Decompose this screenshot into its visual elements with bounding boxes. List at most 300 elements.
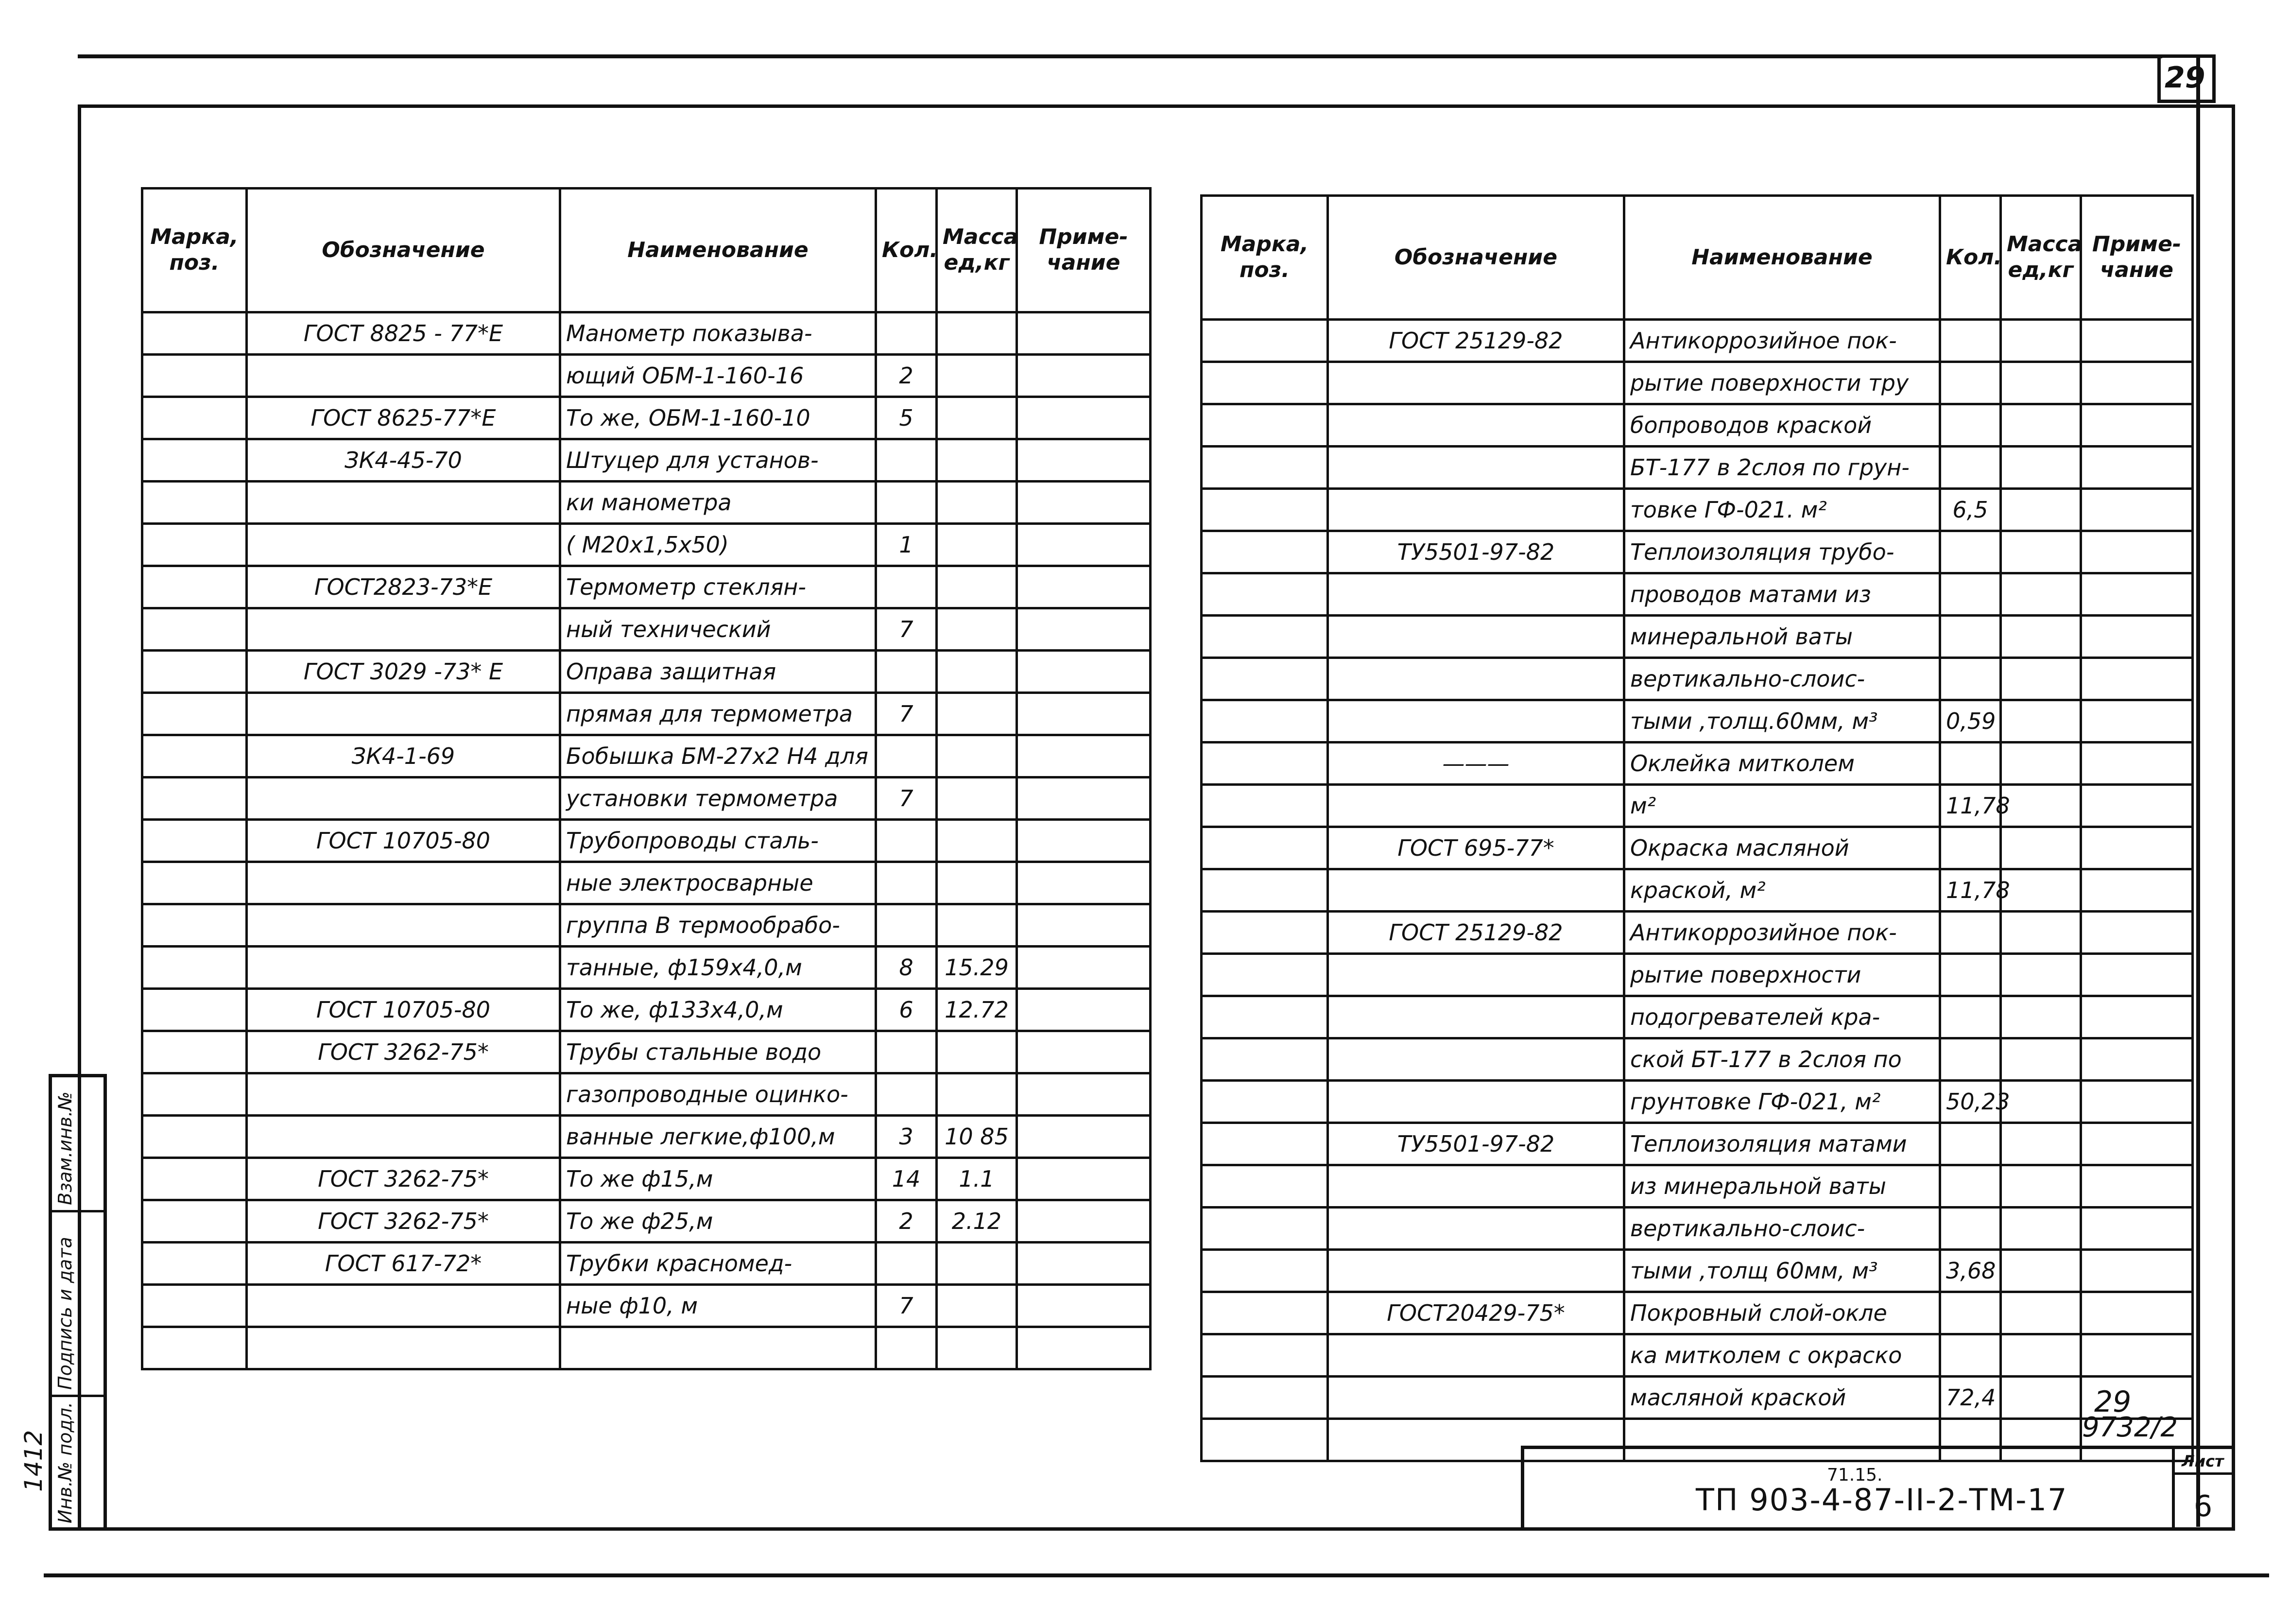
table-row [1202, 785, 2193, 827]
note-cell [1017, 1327, 1151, 1369]
table-row [142, 566, 1151, 608]
mass-cell [2001, 1208, 2081, 1250]
mass-cell [937, 608, 1017, 651]
designation-cell [247, 608, 560, 651]
designation-cell [1328, 954, 1624, 996]
mark-cell [142, 355, 247, 397]
mark-cell [1202, 869, 1328, 912]
name-cell: из минеральной ваты [1624, 1165, 1940, 1208]
mass-cell [937, 820, 1017, 862]
mass-cell [937, 1285, 1017, 1327]
mark-cell [142, 1073, 247, 1116]
table-row [142, 820, 1151, 862]
mark-cell [142, 1116, 247, 1158]
qty-cell [1940, 743, 2001, 785]
top-border-line [78, 54, 2162, 58]
qty-cell [1940, 447, 2001, 489]
side-stamp-divider [78, 1074, 80, 1531]
name-cell: Оправа защитная [560, 651, 876, 693]
table-row [1202, 362, 2193, 404]
qty-cell [1940, 573, 2001, 616]
designation-cell [247, 1327, 560, 1369]
name-cell: подогревателей кра- [1624, 996, 1940, 1038]
designation-cell [1328, 785, 1624, 827]
note-cell [1017, 608, 1151, 651]
table-row [1202, 573, 2193, 616]
mark-cell [142, 608, 247, 651]
designation-cell [247, 482, 560, 524]
designation-cell [247, 777, 560, 820]
header-mass: Масса ед,кг [2001, 196, 2081, 320]
table-row [142, 608, 1151, 651]
table-row [142, 1200, 1151, 1243]
mass-cell [2001, 700, 2081, 743]
qty-cell [1940, 1038, 2001, 1081]
table-row [1202, 1334, 2193, 1377]
header-qty: Кол. [876, 189, 937, 312]
designation-cell [1328, 362, 1624, 404]
mass-cell [2001, 1038, 2081, 1081]
mark-cell [1202, 700, 1328, 743]
mark-cell [142, 1285, 247, 1327]
table-row [1202, 912, 2193, 954]
note-cell [2081, 954, 2193, 996]
mark-cell [1202, 1292, 1328, 1334]
mass-cell [2001, 1334, 2081, 1377]
right-table-header [1202, 196, 2193, 320]
mark-cell [142, 1031, 247, 1073]
qty-cell: 7 [876, 608, 937, 651]
table-row [142, 524, 1151, 566]
note-cell [1017, 566, 1151, 608]
mass-cell [2001, 1292, 2081, 1334]
note-cell [1017, 1073, 1151, 1116]
designation-cell: ГОСТ 10705-80 [247, 989, 560, 1031]
mark-cell [142, 735, 247, 777]
qty-cell: 11,78 [1940, 869, 2001, 912]
mark-cell [1202, 616, 1328, 658]
name-cell [560, 1327, 876, 1369]
note-cell [1017, 1285, 1151, 1327]
mark-cell [1202, 362, 1328, 404]
note-cell [2081, 1165, 2193, 1208]
qty-cell [1940, 658, 2001, 700]
name-cell: товке ГФ-021. м² [1624, 489, 1940, 531]
name-cell: ющий ОБМ-1-160-16 [560, 355, 876, 397]
designation-cell [1328, 996, 1624, 1038]
mass-cell [2001, 489, 2081, 531]
note-cell [2081, 531, 2193, 573]
mark-cell [1202, 827, 1328, 869]
mass-cell [2001, 658, 2081, 700]
name-cell: Оклейка митколем [1624, 743, 1940, 785]
note-cell [2081, 404, 2193, 447]
designation-cell: ЗК4-45-70 [247, 439, 560, 482]
name-cell: Термометр стеклян- [560, 566, 876, 608]
name-cell: То же, ф133х4,0,м [560, 989, 876, 1031]
table-row [1202, 531, 2193, 573]
table-row [142, 735, 1151, 777]
mark-cell [142, 524, 247, 566]
note-cell [1017, 693, 1151, 735]
mass-cell [937, 693, 1017, 735]
mass-cell [2001, 954, 2081, 996]
list-number: 6 [2194, 1489, 2213, 1523]
name-cell: То же ф15,м [560, 1158, 876, 1200]
mark-cell [1202, 573, 1328, 616]
designation-cell [1328, 573, 1624, 616]
header-qty: Кол. [1940, 196, 2001, 320]
designation-cell [1328, 700, 1624, 743]
mass-cell [937, 482, 1017, 524]
qty-cell: 8 [876, 947, 937, 989]
designation-cell [247, 355, 560, 397]
note-cell [1017, 1243, 1151, 1285]
table-row [1202, 954, 2193, 996]
name-cell: ки манометра [560, 482, 876, 524]
name-cell: Трубопроводы сталь- [560, 820, 876, 862]
side-label-replacement: Взам.инв.№ [54, 1091, 76, 1205]
designation-cell [1328, 658, 1624, 700]
designation-cell: ГОСТ 3262-75* [247, 1031, 560, 1073]
note-cell [2081, 1123, 2193, 1165]
note-cell [2081, 489, 2193, 531]
table-row [1202, 1208, 2193, 1250]
table-row [1202, 743, 2193, 785]
name-cell: Трубки красномед- [560, 1243, 876, 1285]
table-row [1202, 1292, 2193, 1334]
mark-cell [1202, 1208, 1328, 1250]
table-row [142, 862, 1151, 904]
note-cell [2081, 1250, 2193, 1292]
designation-cell: ТУ5501-97-82 [1328, 1123, 1624, 1165]
doc-code: ТП 903-4-87-II-2-ТМ-17 [1696, 1482, 2068, 1518]
mass-cell [2001, 1123, 2081, 1165]
mass-cell [2001, 1377, 2081, 1419]
table-row [142, 312, 1151, 355]
table-row [142, 651, 1151, 693]
mark-cell [142, 862, 247, 904]
mass-cell: 12.72 [937, 989, 1017, 1031]
name-cell: БТ-177 в 2слоя по грун- [1624, 447, 1940, 489]
name-cell: ванные легкие,ф100,м [560, 1116, 876, 1158]
table-row [142, 1116, 1151, 1158]
mass-cell [2001, 320, 2081, 362]
mark-cell [142, 397, 247, 439]
designation-cell: ГОСТ20429-75* [1328, 1292, 1624, 1334]
designation-cell [1328, 869, 1624, 912]
stamp-left-number: 1412 [19, 1430, 48, 1492]
mass-cell [2001, 531, 2081, 573]
name-cell: танные, ф159х4,0,м [560, 947, 876, 989]
mass-cell [937, 355, 1017, 397]
table-row [142, 947, 1151, 989]
table-row [1202, 1081, 2193, 1123]
bottom-border-line [44, 1573, 2269, 1577]
name-cell: Теплоизоляция трубо- [1624, 531, 1940, 573]
name-cell: То же, ОБМ-1-160-10 [560, 397, 876, 439]
qty-cell: 6 [876, 989, 937, 1031]
note-cell [1017, 524, 1151, 566]
mark-cell [142, 1243, 247, 1285]
name-cell: ный технический [560, 608, 876, 651]
qty-cell: 6,5 [1940, 489, 2001, 531]
name-cell: вертикально-слоис- [1624, 658, 1940, 700]
designation-cell [1328, 1250, 1624, 1292]
mass-cell [2001, 1081, 2081, 1123]
note-cell [1017, 1031, 1151, 1073]
designation-cell [247, 947, 560, 989]
table-row [1202, 996, 2193, 1038]
qty-cell: 3,68 [1940, 1250, 2001, 1292]
designation-cell [1328, 404, 1624, 447]
mass-cell [2001, 1165, 2081, 1208]
name-cell: Теплоизоляция матами [1624, 1123, 1940, 1165]
mass-cell [2001, 447, 2081, 489]
mass-cell [2001, 362, 2081, 404]
table-row [142, 1158, 1151, 1200]
mark-cell [142, 777, 247, 820]
note-cell [2081, 362, 2193, 404]
mass-cell [2001, 616, 2081, 658]
corner-sheet-number: 29 [2165, 61, 2205, 95]
note-cell [1017, 651, 1151, 693]
table-row [1202, 489, 2193, 531]
name-cell: Штуцер для установ- [560, 439, 876, 482]
mark-cell [142, 566, 247, 608]
note-cell [2081, 785, 2193, 827]
mass-cell [937, 904, 1017, 947]
qty-cell [876, 862, 937, 904]
table-row [1202, 616, 2193, 658]
side-label-signature: Подпись и дата [54, 1237, 76, 1390]
header-name: Наименование [560, 189, 876, 312]
qty-cell: 1 [876, 524, 937, 566]
table-row [1202, 700, 2193, 743]
designation-cell [247, 524, 560, 566]
name-cell: ка митколем с окраско [1624, 1334, 1940, 1377]
mark-cell [1202, 1123, 1328, 1165]
name-cell: Антикоррозийное пок- [1624, 912, 1940, 954]
qty-cell [1940, 954, 2001, 996]
mark-cell [1202, 404, 1328, 447]
note-cell [2081, 869, 2193, 912]
note-cell [2081, 1292, 2193, 1334]
table-row [1202, 658, 2193, 700]
note-cell [1017, 1158, 1151, 1200]
mark-cell [1202, 912, 1328, 954]
table-row [142, 355, 1151, 397]
mark-cell [142, 439, 247, 482]
mass-cell [2001, 573, 2081, 616]
note-cell [2081, 658, 2193, 700]
title-block-divider [2172, 1472, 2235, 1475]
mass-cell [937, 312, 1017, 355]
mark-cell [142, 904, 247, 947]
mark-cell [1202, 531, 1328, 573]
mark-cell [1202, 785, 1328, 827]
header-mark: Марка, поз. [1202, 196, 1328, 320]
mark-cell [142, 1158, 247, 1200]
mass-cell [937, 1031, 1017, 1073]
mark-cell [1202, 1165, 1328, 1208]
qty-cell [1940, 1165, 2001, 1208]
table-row [142, 1327, 1151, 1369]
designation-cell [1328, 1081, 1624, 1123]
mass-cell [937, 1073, 1017, 1116]
table-row [142, 989, 1151, 1031]
designation-cell [1328, 1334, 1624, 1377]
name-cell: минеральной ваты [1624, 616, 1940, 658]
note-cell [1017, 862, 1151, 904]
note-cell [1017, 482, 1151, 524]
designation-cell [1328, 489, 1624, 531]
qty-cell [1940, 320, 2001, 362]
designation-cell: ГОСТ 25129-82 [1328, 320, 1624, 362]
qty-cell [876, 1073, 937, 1116]
qty-cell [1940, 996, 2001, 1038]
name-cell: ные электросварные [560, 862, 876, 904]
qty-cell [1940, 1334, 2001, 1377]
designation-cell [1328, 1377, 1624, 1419]
table-row [1202, 1165, 2193, 1208]
qty-cell [1940, 827, 2001, 869]
mass-cell [2001, 912, 2081, 954]
note-cell [2081, 573, 2193, 616]
table-row [142, 693, 1151, 735]
note-cell [1017, 947, 1151, 989]
name-cell: ( М20х1,5х50) [560, 524, 876, 566]
mark-cell [1202, 447, 1328, 489]
designation-cell [247, 1285, 560, 1327]
note-cell [2081, 447, 2193, 489]
name-cell: м² [1624, 785, 1940, 827]
mark-cell [1202, 743, 1328, 785]
mark-cell [142, 820, 247, 862]
mass-cell [937, 566, 1017, 608]
mark-cell [142, 482, 247, 524]
table-row [1202, 1123, 2193, 1165]
note-cell [1017, 777, 1151, 820]
table-row [142, 482, 1151, 524]
table-row [142, 439, 1151, 482]
designation-cell [1328, 447, 1624, 489]
mark-cell [1202, 1081, 1328, 1123]
note-cell [2081, 827, 2193, 869]
qty-cell: 72,4 [1940, 1377, 2001, 1419]
mark-cell [1202, 658, 1328, 700]
name-cell: проводов матами из [1624, 573, 1940, 616]
header-mark: Марка, поз. [142, 189, 247, 312]
designation-cell: ГОСТ 3029 -73* Е [247, 651, 560, 693]
name-cell: рытие поверхности [1624, 954, 1940, 996]
note-cell [2081, 320, 2193, 362]
mark-cell [1202, 320, 1328, 362]
note-cell [2081, 1081, 2193, 1123]
table-row [1202, 447, 2193, 489]
table-row [142, 1031, 1151, 1073]
table-row [1202, 1250, 2193, 1292]
mass-cell [937, 1243, 1017, 1285]
mass-cell [2001, 827, 2081, 869]
name-cell: Бобышка БМ-27х2 Н4 для [560, 735, 876, 777]
mass-cell [2001, 785, 2081, 827]
mass-cell [937, 862, 1017, 904]
table-row [1202, 1038, 2193, 1081]
mark-cell [1202, 1377, 1328, 1419]
qty-cell [1940, 912, 2001, 954]
mark-cell [142, 1200, 247, 1243]
table-row [1202, 320, 2193, 362]
note-cell [1017, 989, 1151, 1031]
table-row [142, 777, 1151, 820]
name-cell: прямая для термометра [560, 693, 876, 735]
name-cell: Манометр показыва- [560, 312, 876, 355]
note-cell [2081, 700, 2193, 743]
qty-cell [876, 904, 937, 947]
table-row [1202, 869, 2193, 912]
designation-cell: ГОСТ 617-72* [247, 1243, 560, 1285]
note-cell [1017, 735, 1151, 777]
mark-cell [1202, 1419, 1328, 1461]
mark-cell [1202, 954, 1328, 996]
qty-cell [876, 1031, 937, 1073]
table-row [142, 397, 1151, 439]
name-cell: То же ф25,м [560, 1200, 876, 1243]
mass-cell [2001, 869, 2081, 912]
name-cell: ные ф10, м [560, 1285, 876, 1327]
name-cell: бопроводов краской [1624, 404, 1940, 447]
header-name: Наименование [1624, 196, 1940, 320]
name-cell: установки термометра [560, 777, 876, 820]
mass-cell: 2.12 [937, 1200, 1017, 1243]
table-row [142, 904, 1151, 947]
qty-cell [876, 566, 937, 608]
name-cell: масляной краской [1624, 1377, 1940, 1419]
designation-cell [247, 1116, 560, 1158]
mass-cell [2001, 743, 2081, 785]
header-mass: Масса ед,кг [937, 189, 1017, 312]
qty-cell: 2 [876, 355, 937, 397]
name-cell: Трубы стальные водо [560, 1031, 876, 1073]
designation-cell: ГОСТ 695-77* [1328, 827, 1624, 869]
note-cell [1017, 439, 1151, 482]
note-cell [2081, 1038, 2193, 1081]
mark-cell [142, 651, 247, 693]
left-spec-table [141, 187, 1152, 1370]
note-cell [1017, 312, 1151, 355]
qty-cell: 0,59 [1940, 700, 2001, 743]
note-cell [2081, 912, 2193, 954]
table-row [142, 1243, 1151, 1285]
title-block-divider [2172, 1446, 2175, 1531]
qty-cell: 7 [876, 693, 937, 735]
name-cell: вертикально-слоис- [1624, 1208, 1940, 1250]
bottom-right-number: 29 [2094, 1385, 2132, 1419]
note-cell [2081, 1334, 2193, 1377]
qty-cell [1940, 1123, 2001, 1165]
name-cell: грунтовке ГФ-021, м² [1624, 1081, 1940, 1123]
name-cell: ской БТ-177 в 2слоя по [1624, 1038, 1940, 1081]
name-cell: газопроводные оцинко- [560, 1073, 876, 1116]
qty-cell [1940, 531, 2001, 573]
mark-cell [1202, 1038, 1328, 1081]
table-row [1202, 1377, 2193, 1419]
side-label-inv: Инв.№ подл. [54, 1401, 76, 1523]
designation-cell: ЗК4-1-69 [247, 735, 560, 777]
mass-cell: 15.29 [937, 947, 1017, 989]
qty-cell [1940, 362, 2001, 404]
